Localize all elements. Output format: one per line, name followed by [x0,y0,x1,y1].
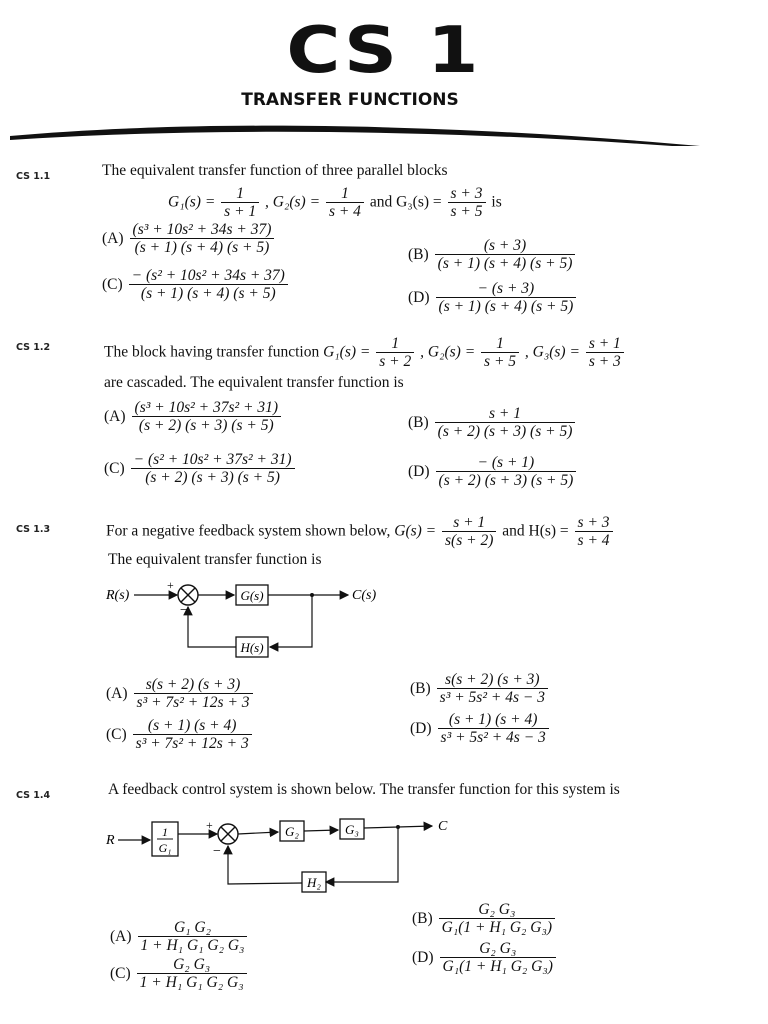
input-label: R [106,833,115,848]
question-number: CS 1.3 [16,524,51,535]
title-underline-rule [10,122,700,146]
question-number: CS 1.2 [16,342,51,353]
feedback-return-arrow [228,846,302,884]
h-block-label: H(s) [240,640,264,655]
option-a[interactable]: (A) $\frac{s(s + 2) (s + 3)}{\text{s³ + 7s² + 12s + 3}}$ [106,677,255,711]
option-d[interactable]: (D) $\frac{- (s + 3)}{(s + 1) (s + 4) (s + 5)}$ [408,281,578,315]
chapter-title: CS 1 [286,14,482,88]
question-stem-formula: For a negative feedback system shown below, G(s) = $\frac{s + 1}{s(s + 2)}$ and H(s) = $\frac{s + 3}{s + 4}$ [106,515,615,549]
option-c[interactable]: (C) $\frac{\text{− (s² + 10s² + 34s + 37)}}{(s + 1) (s + 4) (s + 5)}$ [102,268,290,302]
chapter-subtitle: TRANSFER FUNCTIONS [241,90,459,110]
pre-filter-denominator: G₁ [158,841,172,855]
option-c[interactable]: (C) $\frac{\text{− (s² + 10s² + 37s² + 31)}}{(s + 2) (s + 3) (s + 5)}$ [104,452,297,486]
option-d[interactable]: (D) $\frac{- (s + 1)}{(s + 2) (s + 3) (s + 5)}$ [408,455,578,489]
fraction: $\frac{1}{s + 5}$ [481,336,519,370]
option-a[interactable]: (A) $\frac{\text{(s³ + 10s² + 37s² + 31)}}{(s + 2) (s + 3) (s + 5)}$ [104,400,283,434]
question-stem-formula: The block having transfer function G₁(s) = $\frac{1}{s + 2}$ , G₂(s) = $\frac{1}{s + 5}$ , G₃(s) = $\frac{s + 1}{s + 3}$ [104,336,626,370]
forward-arrow [238,832,278,834]
question-stem: The equivalent transfer function of three parallel blocks [102,162,448,179]
question-stem: The equivalent transfer function is [108,551,322,568]
minus-sign: − [180,603,188,618]
fraction: $\frac{1}{s + 1}$ [221,186,259,220]
option-c[interactable]: (C) $\frac{\text{G₂ G₃}}{\text{1 + H₁ G₁ G₂ G₃}}$ [110,957,249,991]
forward-arrow [304,830,338,831]
plus-sign: + [167,578,174,592]
fraction: $\frac{1}{s + 2}$ [376,336,414,370]
option-b[interactable]: (B) $\frac{(s + 3)}{(s + 1) (s + 4) (s + 5)}$ [408,238,577,272]
question-number: CS 1.1 [16,171,51,182]
option-d[interactable]: (D) $\frac{(s + 1) (s + 4)}{\text{s³ + 5s² + 4s − 3}}$ [410,712,551,746]
g-block-label: G(s) [240,588,264,603]
option-d[interactable]: (D) $\frac{\text{G₂ G₃}}{\text{G₁(1 + H₁ G₂ G₃)}}$ [412,941,558,975]
option-a[interactable]: (A) $\frac{\text{(s³ + 10s² + 34s + 37)}}{(s + 1) (s + 4) (s + 5)}$ [102,222,276,256]
question-number: CS 1.4 [16,790,51,801]
summing-junction [218,824,238,844]
summing-junction [178,585,198,605]
g3-block-label: G₃ [345,822,359,837]
question-stem: are cascaded. The equivalent transfer function is [104,374,404,391]
input-label: R(s) [106,588,130,603]
fraction: $\frac{s + 1}{s + 3}$ [586,336,624,370]
plus-sign: + [206,818,213,832]
question-stem-formula: G₁(s) = $\frac{1}{s + 1}$ , G₂(s) = $\frac{1}{s + 4}$ and G₃(s) = $\frac{s + 3}{s + 5}$ is [168,185,502,221]
fraction: $\frac{s + 1}{s(s + 2)}$ [442,515,496,549]
feedback-block-diagram [100,576,400,658]
feedback-return-arrow [188,607,236,647]
minus-sign: − [213,844,221,859]
feedback-path [270,595,312,647]
fraction: $\frac{1}{s + 4}$ [326,186,364,220]
fraction: $\frac{s + 3}{s + 4}$ [575,515,613,549]
output-label: C(s) [352,588,377,603]
h2-block-label: H₂ [307,875,321,890]
pre-filter-numerator: 1 [162,825,168,839]
output-label: C [438,819,448,834]
question-stem: A feedback control system is shown below. The transfer function for this system is [108,781,620,798]
option-a[interactable]: (A) $\frac{\text{G₁ G₂}}{\text{1 + H₁ G₁ G₂ G₃}}$ [110,920,249,954]
option-c[interactable]: (C) $\frac{(s + 1) (s + 4)}{\text{s³ + 7s² + 12s + 3}}$ [106,718,254,752]
option-b[interactable]: (B) $\frac{s(s + 2) (s + 3)}{\text{s³ + 5s² + 4s − 3}}$ [410,672,550,706]
fraction: $\frac{s + 3}{s + 5}$ [448,186,486,220]
option-b[interactable]: (B) $\frac{\text{G₂ G₃}}{\text{G₁(1 + H₁ G₂ G₃)}}$ [412,902,557,936]
feedback-path [326,827,398,882]
feedback-block-diagram [100,810,460,896]
g2-block-label: G₂ [285,824,299,839]
option-b[interactable]: (B) $\frac{s + 1}{(s + 2) (s + 3) (s + 5)}$ [408,406,577,440]
